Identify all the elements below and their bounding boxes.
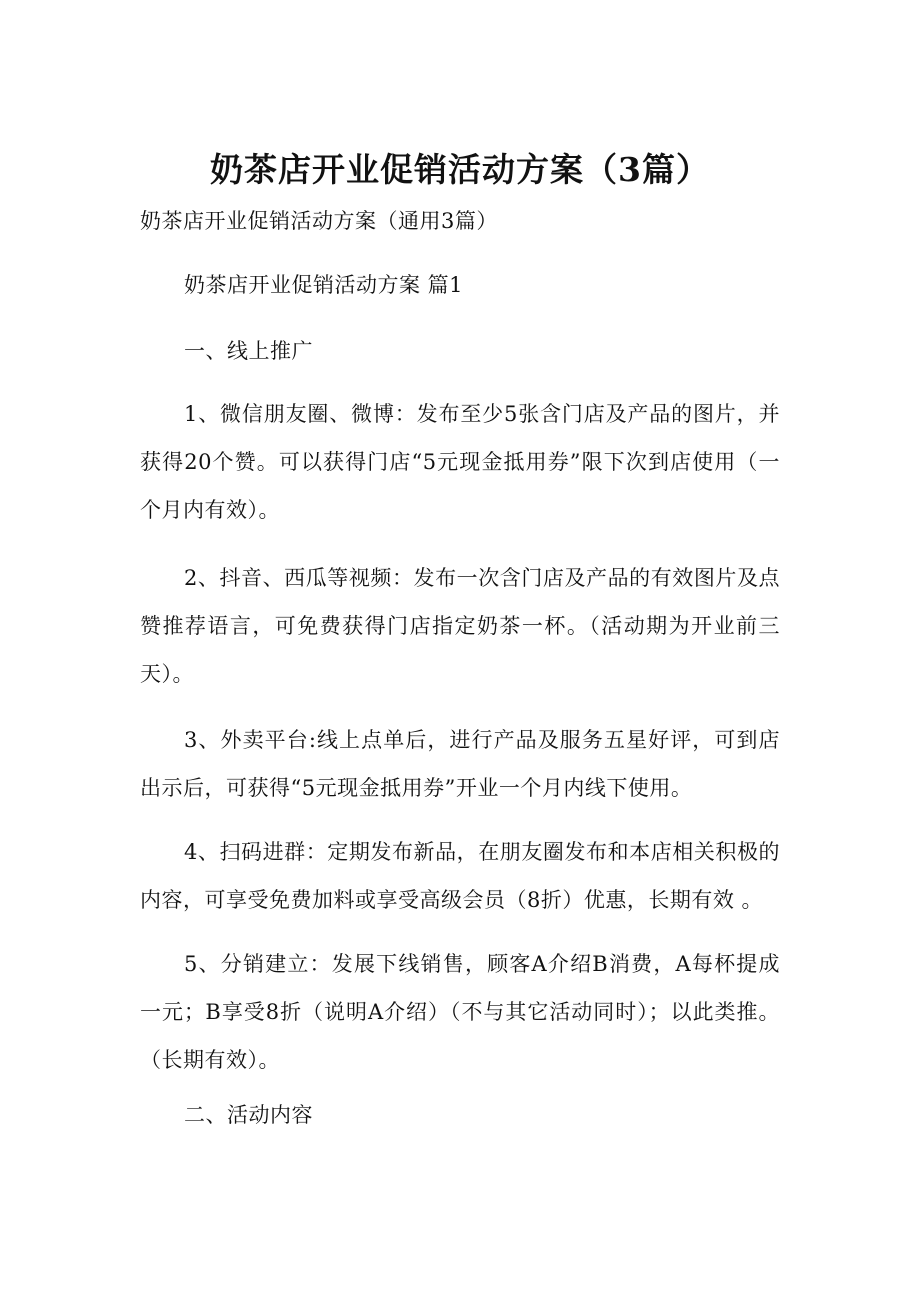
section-heading-online-promotion: 一、线上推广 — [184, 339, 313, 363]
document-title: 奶茶店开业促销活动方案（3篇） — [210, 150, 710, 189]
section-heading-activity-content: 二、活动内容 — [184, 1103, 313, 1127]
paragraph-distribution: 5、分销建立：发展下线销售，顾客A介绍B消费，A每杯提成一元；B享受8折（说明A介绍）（不与其它活动同时）；以此类推。（长期有效）。 — [140, 952, 780, 1072]
paragraph-wechat-weibo: 1、微信朋友圈、微博：发布至少5张含门店及产品的图片，并获得20个赞。可以获得门店“5元现金抵用券”限下次到店使用（一个月内有效）。 — [140, 402, 780, 522]
paragraph-douyin-video: 2、抖音、西瓜等视频：发布一次含门店及产品的有效图片及点赞推荐语言，可免费获得门店指定奶茶一杯。（活动期为开业前三天）。 — [140, 566, 780, 686]
paragraph-scan-join-group: 4、扫码进群：定期发布新品，在朋友圈发布和本店相关积极的内容，可享受免费加料或享受高级会员（8折）优惠，长期有效 。 — [140, 840, 780, 912]
paragraph-takeout-platform: 3、外卖平台:线上点单后，进行产品及服务五星好评，可到店出示后，可获得“5元现金抵用券”开业一个月内线下使用。 — [140, 728, 780, 800]
document-subtitle: 奶茶店开业促销活动方案（通用3篇） — [140, 209, 498, 233]
article-heading: 奶茶店开业促销活动方案 篇1 — [184, 273, 464, 297]
